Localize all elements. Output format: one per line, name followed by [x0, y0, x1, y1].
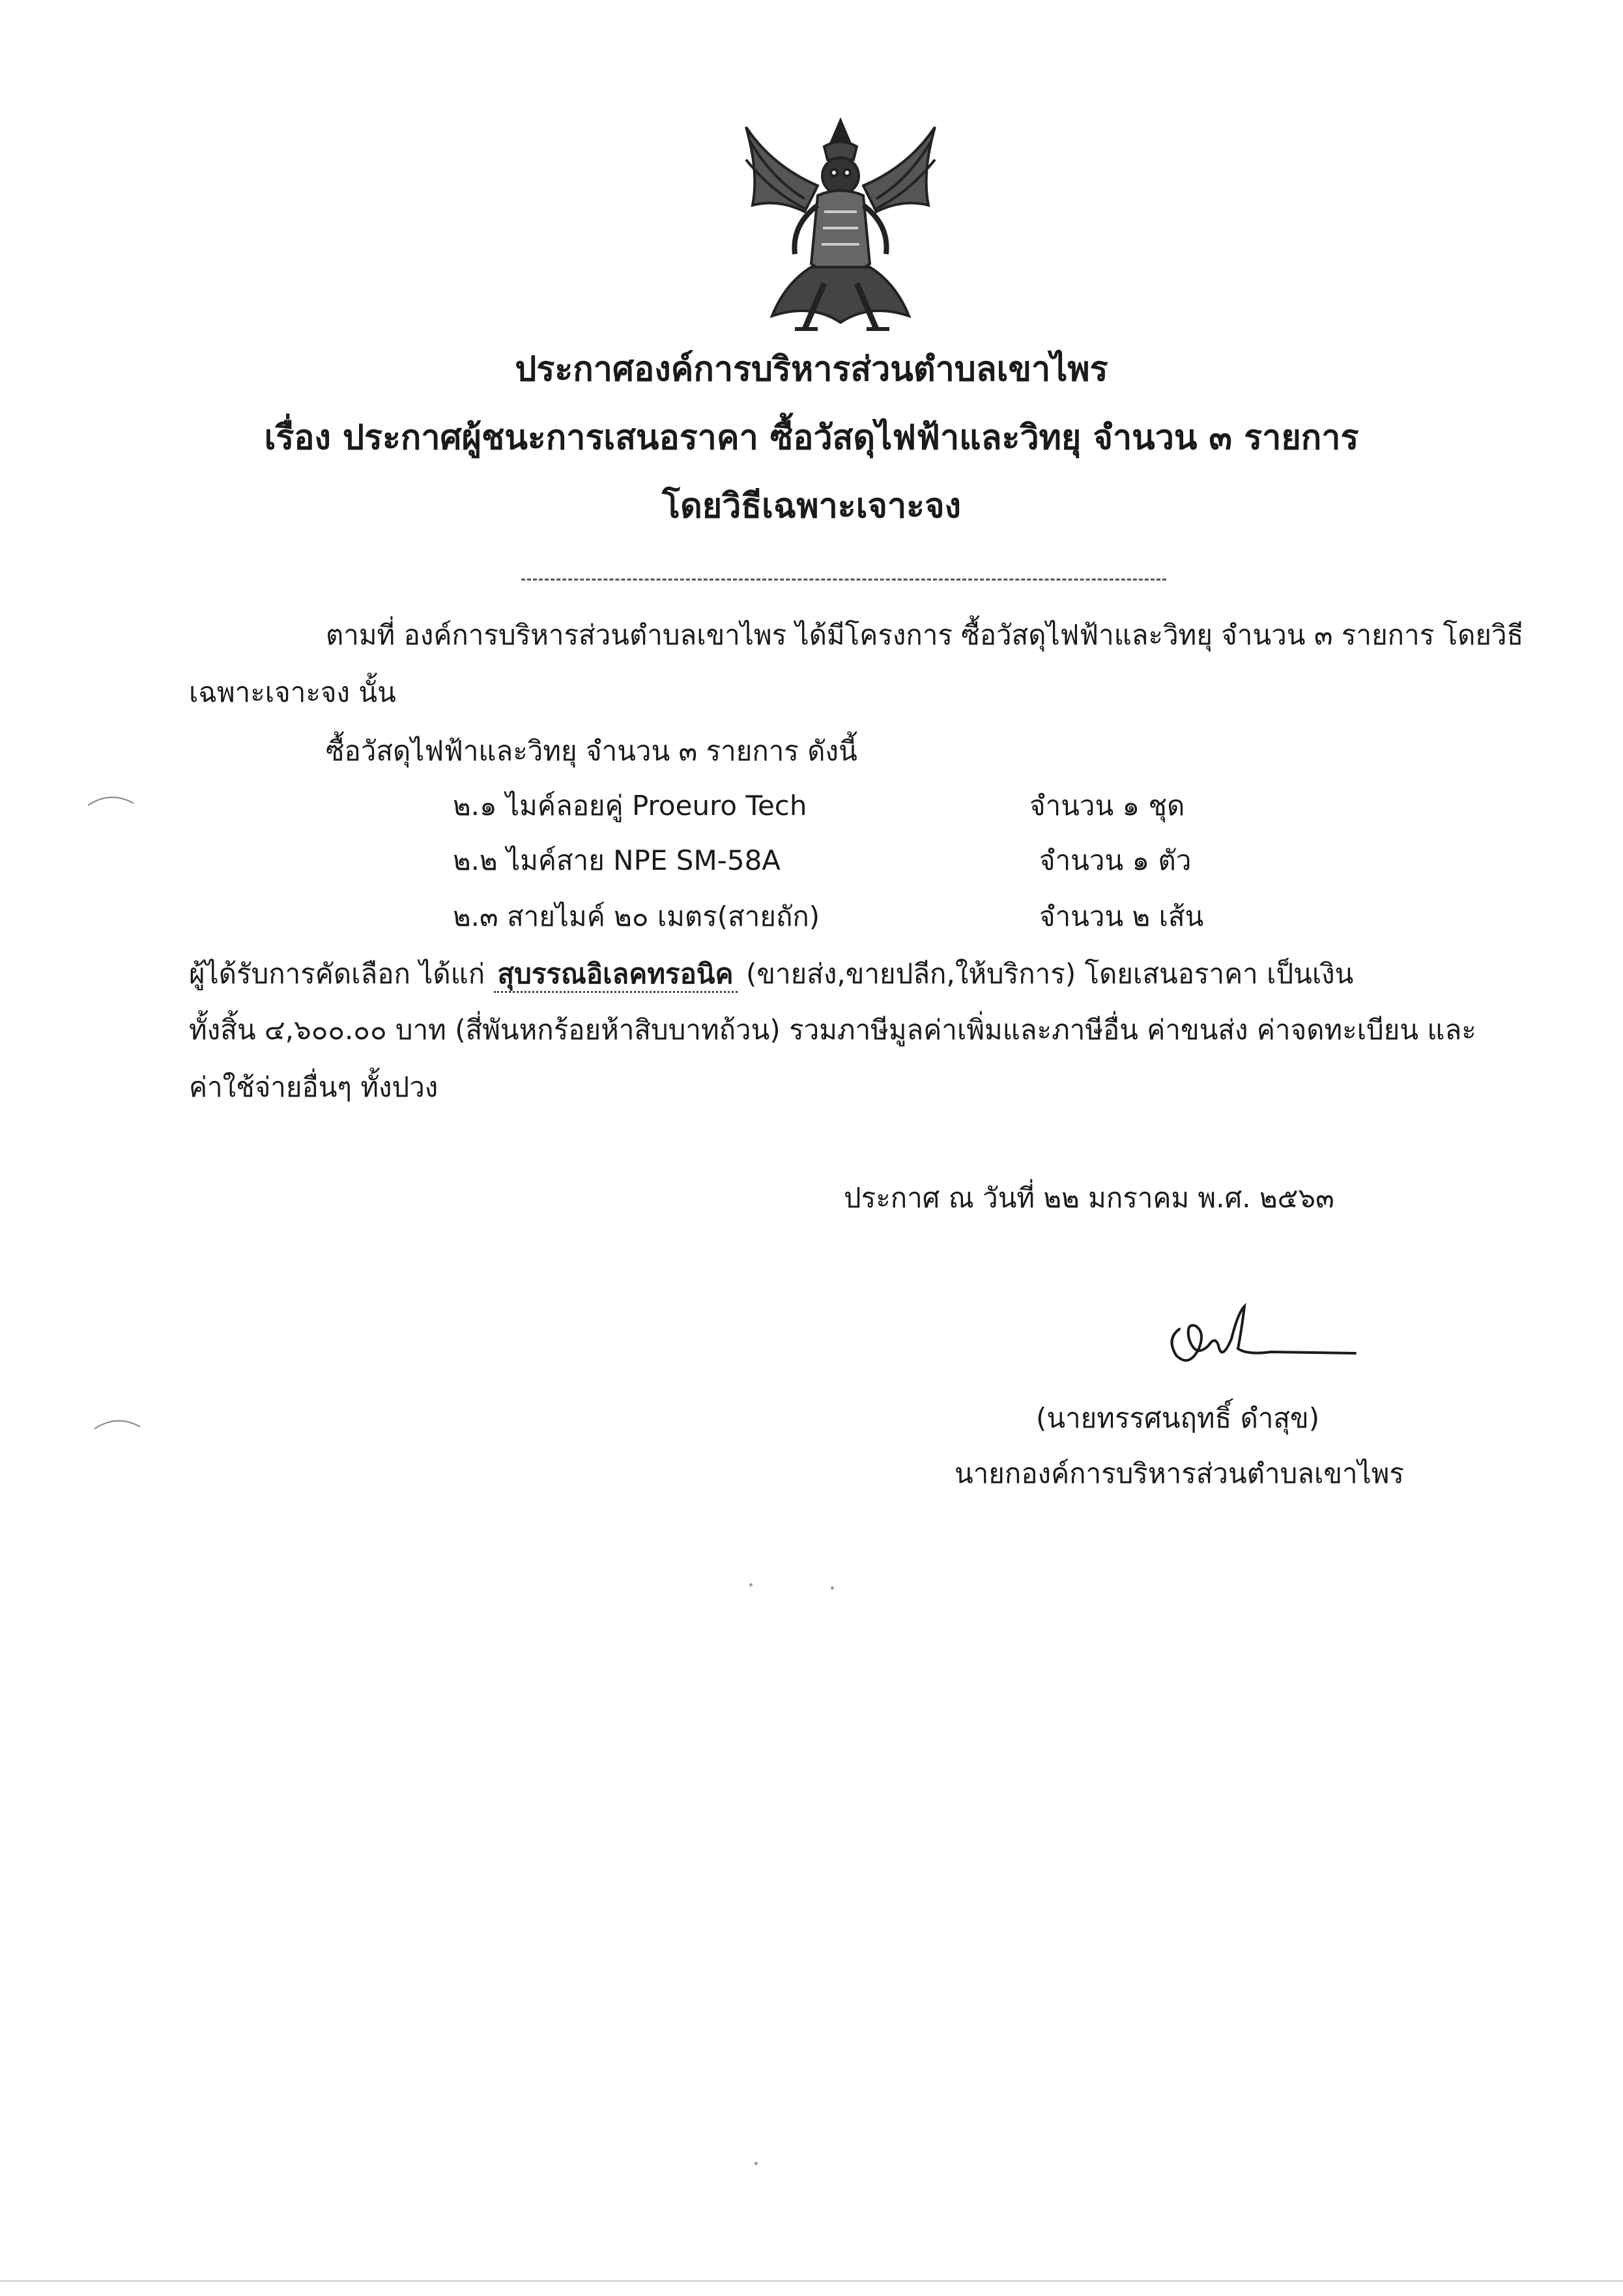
announce-date: ประกาศ ณ วันที่ ๒๒ มกราคม พ.ศ. ๒๕๖๓	[844, 1182, 1334, 1214]
title-line-3: โดยวิธีเฉพาะเจาะจง	[662, 487, 961, 526]
scan-speck	[831, 1586, 834, 1590]
paragraph-1-line-2: เฉพาะเจาะจง นั้น	[189, 676, 396, 708]
scan-edge	[0, 2280, 1623, 2282]
winner-prefix: ผู้ได้รับการคัดเลือก ได้แก่	[189, 958, 485, 990]
item-1-qty: จำนวน ๑ ชุด	[1029, 790, 1185, 822]
scan-speck	[749, 1583, 753, 1586]
signer-position: นายกองค์การบริหารส่วนตำบลเขาไพร	[955, 1457, 1404, 1489]
winner-name: สุบรรณอิเลคทรอนิค	[494, 958, 738, 993]
item-2-name: ๒.๒ ไมค์สาย NPE SM-58A	[453, 844, 781, 876]
paragraph-2: ซื้อวัสดุไฟฟ้าและวิทยุ จำนวน ๓ รายการ ดังนี้	[326, 735, 857, 767]
garuda-emblem	[733, 114, 948, 342]
item-3-name: ๒.๓ สายไมค์ ๒๐ เมตร(สายถัก)	[453, 900, 820, 932]
winner-line	[189, 956, 1353, 992]
signer-name: (นายทรรศนฤทธิ์ ดำสุข)	[1036, 1402, 1320, 1434]
item-3-qty: จำนวน ๒ เส้น	[1039, 900, 1204, 932]
title-line-2: เรื่อง ประกาศผู้ชนะการเสนอราคา ซื้อวัสดุไฟฟ้าและวิทยุ จำนวน ๓ รายการ	[264, 418, 1359, 457]
scan-speck	[754, 2162, 758, 2165]
item-1-name: ๒.๑ ไมค์ลอยคู่ Proeuro Tech	[453, 790, 807, 822]
paragraph-1-line-1: ตามที่ องค์การบริหารส่วนตำบลเขาไพร ได้มีโครงการ ซื้อวัสดุไฟฟ้าและวิทยุ จำนวน ๓ รายการ โดยวิธี	[326, 619, 1524, 651]
winner-suffix: (ขายส่ง,ขายปลีก,ให้บริการ) โดยเสนอราคา เป็นเงิน	[745, 958, 1354, 990]
dashed-separator	[521, 579, 1166, 581]
signature	[1160, 1300, 1368, 1378]
amount-line: ทั้งสิ้น ๔,๖๐๐.๐๐ บาท (สี่พันหกร้อยห้าสิบบาทถ้วน) รวมภาษีมูลค่าเพิ่มและภาษีอื่น ค่าขนส่ง ค่าจดทะเบียน และ	[189, 1014, 1476, 1046]
expenses-line: ค่าใช้จ่ายอื่นๆ ทั้งปวง	[189, 1071, 438, 1103]
hole-punch-mark	[85, 794, 137, 807]
item-2-qty: จำนวน ๑ ตัว	[1039, 844, 1192, 876]
hole-punch-mark	[91, 1417, 143, 1430]
title-line-1: ประกาศองค์การบริหารส่วนตำบลเขาไพร	[515, 350, 1108, 389]
